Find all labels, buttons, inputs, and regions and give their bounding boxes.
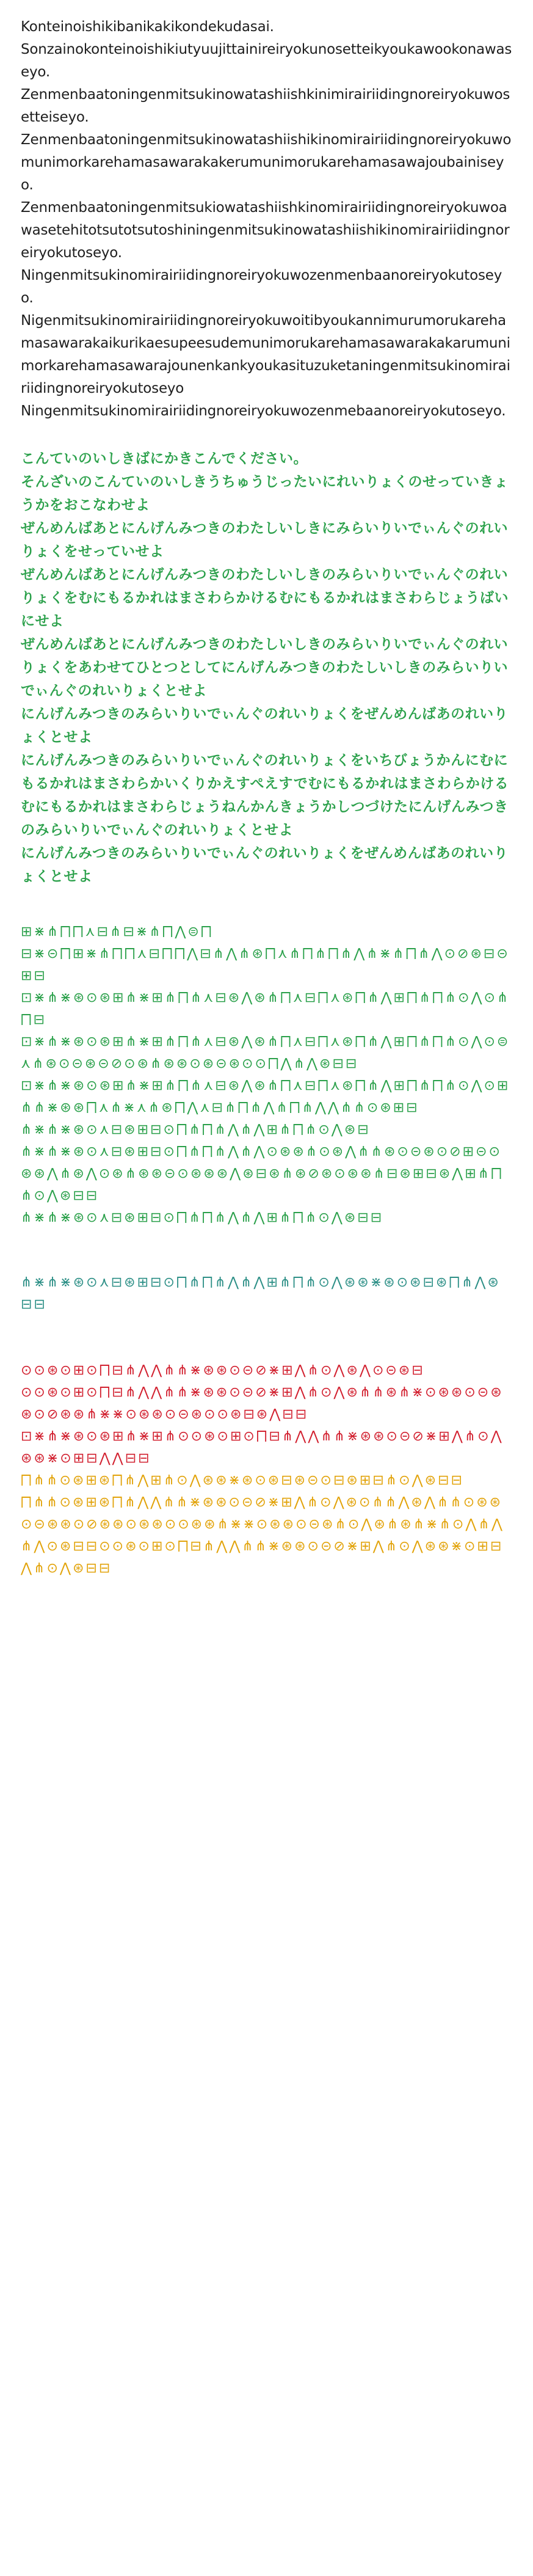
green-glyph-paragraph: ⋔⋇⋔⋇⊛⊙⋏⊟⊛⊞⊟⊙⨅⋔⨅⋔⋀⋔⋀⊞⋔⨅⋔⊙⋀⊛⊟⊟ bbox=[21, 1210, 384, 1225]
green-glyph-paragraph: ⊡⋇⋔⋇⊛⊙⊛⊞⋔⋇⊞⋔⨅⋔⋏⊟⊛⋀⊛⋔⨅⋏⊟⨅⋏⊛⨅⋔⋀⊞⨅⋔⨅⋔⊙⋀⊙⋔⨅⊟ bbox=[21, 990, 510, 1027]
romaji-text-block bbox=[21, 16, 512, 423]
hiragana-text-block bbox=[21, 447, 512, 888]
red-glyph-paragraph: ⊙⊙⊛⊙⊞⊙⨅⊟⋔⋀⋀⋔⋔⋇⊛⊛⊙⊝⊘⋇⊞⋀⋔⊙⋀⊛⋀⊙⊝⊛⊟ bbox=[21, 1363, 425, 1378]
green-glyph-paragraph: ⋔⋇⋔⋇⊛⊙⋏⊟⊛⊞⊟⊙⨅⋔⨅⋔⋀⋔⋀⊙⊛⊛⋔⊙⊛⋀⋔⋔⊛⊙⊝⊛⊙⊘⊞⊝⊙⊛⊛⋀⋔⊛⋀⊙⊛⋔⊛⊛⊝⊙⊛⊛⊛⋀⊛⊟⊛⋔⊛⊘⊛⊙⊛⊛⋔⊟⊛⊞⊟⊛⋀⊞⋔⨅⋔⊙⋀⊛⊟⊟ bbox=[21, 1144, 504, 1203]
green-glyph-paragraph: ⊡⋇⋔⋇⊛⊙⊛⊞⋔⋇⊞⋔⨅⋔⋏⊟⊛⋀⊛⋔⨅⋏⊟⨅⋏⊛⨅⋔⋀⊞⨅⋔⨅⋔⊙⋀⊙⊜⋏⋔⊛⊙⊝⊛⊝⊘⊙⊛⋔⊛⊛⊙⊛⊝⊛⊙⊙⨅⋀⋔⋀⊛⊟⊟ bbox=[21, 1034, 510, 1071]
hiragana-paragraph: そんざいのこんていのいしきうちゅうじったいにれいりょくのせっていきょうかをおこなわせよ bbox=[21, 474, 509, 513]
hiragana-paragraph: こんていのいしきばにかきこんでください。 bbox=[21, 451, 308, 467]
hiragana-paragraph: にんげんみつきのみらいりいでぃんぐのれいりょくをぜんめんばあのれいりょくとせよ bbox=[21, 706, 509, 745]
gold-glyph-paragraph: ⨅⋔⋔⊙⊛⊞⊛⨅⋔⋀⋀⋔⋔⋇⊛⊛⊙⊝⊘⋇⊞⋀⋔⊙⋀⊛⊙⋔⋔⋀⊛⋀⋔⋔⊙⊛⊛⊙⊝⊛⊛⊙⊘⊛⊛⊙⊛⊛⊙⊙⊛⊛⋔⋇⋇⊙⊛⊛⊙⊝⊛⋔⊙⋀⊛⋔⊛⋔⋇⋔⊙⋀⋔⋀⋔⋀⊙⊛⊟⊟⊙⊙⊛⊙⊞⊙⨅⊟⋔⋀⋀⋔⋔⋇⊛⊛⊙⊝⊘⋇⊞⋀⋔⊙⋀⊛⊛⋇⊙⊞⊟⋀⋔⊙⋀⊛⊟⊟ bbox=[21, 1495, 504, 1576]
hiragana-paragraph: にんげんみつきのみらいりいでぃんぐのれいりょくをぜんめんばあのれいりょくとせよ bbox=[21, 845, 509, 885]
green-glyph-paragraph: ⊟⋇⊝⨅⊞⋇⋔⨅⨅⋏⊟⨅⨅⋀⊟⋔⋀⋔⊛⨅⋏⋔⨅⋔⨅⋔⋀⋔⋇⋔⨅⋔⋀⊙⊘⊛⊟⊝⊞⊟ bbox=[21, 946, 510, 983]
romaji-paragraph: Sonzainokonteinoishikiutyuujittainireiryokunosetteikyoukawookonawaseyo. bbox=[21, 42, 512, 80]
green-glyph-block bbox=[21, 921, 512, 1229]
teal-glyph-block bbox=[21, 1272, 512, 1316]
romaji-paragraph: Konteinoishikibanikakikondekudasai. bbox=[21, 19, 274, 35]
romaji-paragraph: Zenmenbaatoningenmitsukinowatashiishkinimirairiidingnoreiryokuwosetteiseyo. bbox=[21, 87, 510, 125]
green-glyph-paragraph: ⋔⋇⋔⋇⊛⊙⋏⊟⊛⊞⊟⊙⨅⋔⨅⋔⋀⋔⋀⊞⋔⨅⋔⊙⋀⊛⊟ bbox=[21, 1122, 371, 1137]
romaji-paragraph: Ningenmitsukinomirairiidingnoreiryokuwozenmenbaanoreiryokutoseyo. bbox=[21, 268, 502, 306]
red-glyph-block bbox=[21, 1360, 512, 1470]
teal-glyph-paragraph: ⋔⋇⋔⋇⊛⊙⋏⊟⊛⊞⊟⊙⨅⋔⨅⋔⋀⋔⋀⊞⋔⨅⋔⊙⋀⊛⊛⋇⊛⊙⊛⊟⊛⨅⋔⋀⊛⊟⊟ bbox=[21, 1275, 501, 1312]
green-glyph-paragraph: ⊡⋇⋔⋇⊛⊙⊛⊞⋔⋇⊞⋔⨅⋔⋏⊟⊛⋀⊛⋔⨅⋏⊟⨅⋏⊛⨅⋔⋀⊞⨅⋔⨅⋔⊙⋀⊙⊞⋔⋔⋇⊛⊛⨅⋏⋔⋇⋏⋔⊛⨅⋀⋏⊟⋔⨅⋔⋀⋔⨅⋔⋀⋀⋔⋔⊙⊛⊞⊟ bbox=[21, 1078, 510, 1115]
hiragana-paragraph: ぜんめんばあとにんげんみつきのわたしいしきにみらいりいでぃんぐのれいりょくをせっていせよ bbox=[21, 520, 509, 560]
gold-glyph-block bbox=[21, 1470, 512, 1580]
hiragana-paragraph: ぜんめんばあとにんげんみつきのわたしいしきのみらいりいでぃんぐのれいりょくをむにもるかれはまさわらかけるむにもるかれはまさわらじょうばいにせよ bbox=[21, 567, 509, 629]
romaji-paragraph: Nigenmitsukinomirairiidingnoreiryokuwoitibyoukannimurumorukarehamasawarakaikurikaesupeesudemunimorukarehamasawarakakarumunimorkarehamasawarajounenkankyoukasituzuketaningenmitsukinomirairiidingnoreiryokutoseyo bbox=[21, 313, 510, 396]
romaji-paragraph: Zenmenbaatoningenmitsukiowatashiishkinomirairiidingnoreiryokuwoawasetehitotsutotsutoshiningenmitsukinowatashiishikinomirairiidingnoreiryokutoseyo. bbox=[21, 200, 510, 261]
hiragana-paragraph: にんげんみつきのみらいりいでぃんぐのれいりょくをいちびょうかんにむにもるかれはまさわらかいくりかえすぺえすでむにもるかれはまさわらかけるむにもるかれはまさわらじょうねんかんきょうかしつづけたにんげんみつきのみらいりいでぃんぐのれいりょくとせよ bbox=[21, 753, 509, 838]
gold-glyph-paragraph: ⨅⋔⋔⊙⊛⊞⊛⨅⋔⋀⊞⋔⊙⋀⊛⊛⋇⊛⊙⊛⊟⊛⊝⊙⊟⊛⊞⊟⋔⊙⋀⊛⊟⊟ bbox=[21, 1473, 464, 1488]
red-glyph-paragraph: ⊡⋇⋔⋇⊛⊙⊛⊞⋔⋇⊞⋔⊙⊙⊛⊙⊞⊙⨅⊟⋔⋀⋀⋔⋔⋇⊛⊛⊙⊝⊘⋇⊞⋀⋔⊙⋀⊛⊛⋇⊙⊞⊟⋀⋀⊟⊟ bbox=[21, 1429, 504, 1466]
romaji-paragraph: Ningenmitsukinomirairiidingnoreiryokuwozenmebaanoreiryokutoseyo. bbox=[21, 403, 506, 419]
red-glyph-paragraph: ⊙⊙⊛⊙⊞⊙⨅⊟⋔⋀⋀⋔⋔⋇⊛⊛⊙⊝⊘⋇⊞⋀⋔⊙⋀⊛⋔⋔⊛⋔⋇⊙⊛⊛⊙⊝⊛⊛⊙⊘⊛⊛⋔⋇⋇⊙⊛⊛⊙⊝⊛⊙⊙⊛⊟⊛⋀⊟⊟ bbox=[21, 1385, 504, 1422]
green-glyph-paragraph: ⊞⋇⋔⨅⨅⋏⊟⋔⊟⋇⋔⨅⋀⊜⨅ bbox=[21, 924, 214, 940]
hiragana-paragraph: ぜんめんばあとにんげんみつきのわたしいしきのみらいりいでぃんぐのれいりょくをあわせてひとつとしてにんげんみつきのわたしいしきのみらいりいでぃんぐのれいりょくとせよ bbox=[21, 637, 509, 699]
romaji-paragraph: Zenmenbaatoningenmitsukinowatashiishikinomirairiidingnoreiryokuwomunimorkarehamasawarakakerumunimorukarehamasawajoubainiseyo. bbox=[21, 132, 512, 193]
